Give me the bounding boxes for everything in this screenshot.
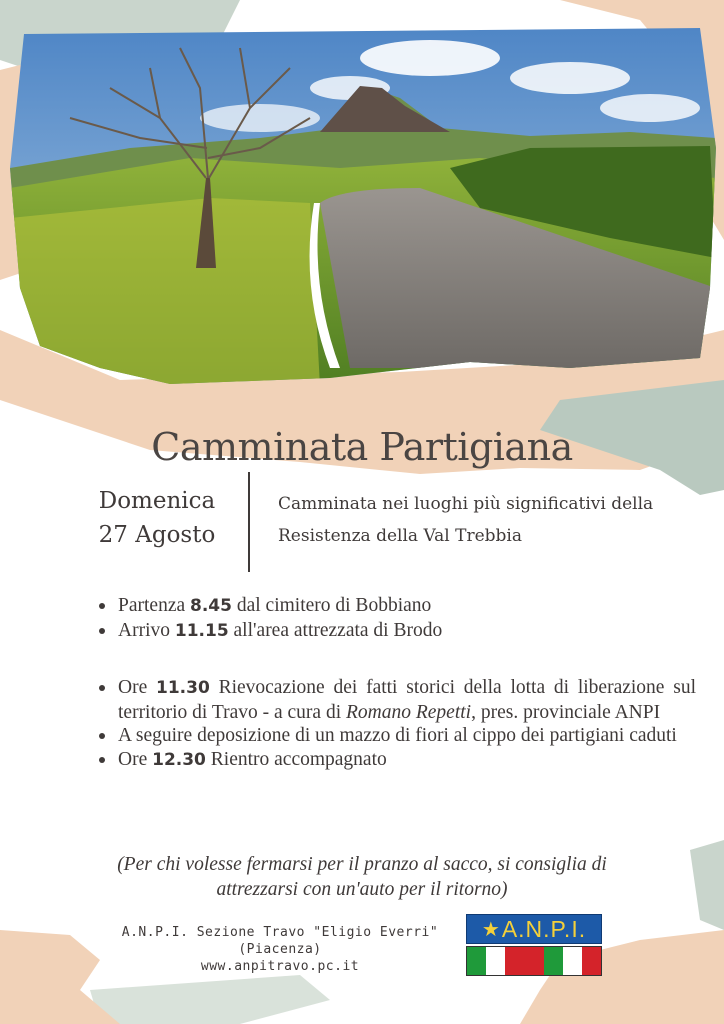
speaker-name: Romano Repetti bbox=[346, 701, 472, 723]
anpi-logo bbox=[466, 914, 602, 976]
schedule-list bbox=[96, 594, 696, 643]
organizer-city: (Piacenza) bbox=[238, 942, 322, 957]
event-date bbox=[82, 484, 232, 552]
time-departure: 8.45 bbox=[190, 596, 232, 616]
time-reenactment: 11.30 bbox=[156, 678, 210, 698]
date-day: Domenica bbox=[98, 488, 216, 514]
organizer-website[interactable]: www.anpitravo.pc.it bbox=[200, 959, 360, 974]
schedule-item-arrival: Arrivo 11.15 all'area attrezzata di Brodo bbox=[96, 619, 696, 644]
schedule-list-2 bbox=[96, 676, 696, 772]
italian-flag-icon bbox=[466, 946, 602, 976]
schedule-item-reenactment: Ore 11.30 Rievocazione dei fatti storici della lotta di liberazione sul territorio di Travo - a cura di Romano Repetti, pres. provinciale ANPI bbox=[96, 676, 696, 724]
anpi-logo-text: A.N.P.I. bbox=[501, 915, 587, 942]
subtitle-line-2: Resistenza della Val Trebbia bbox=[278, 526, 522, 546]
vertical-divider bbox=[248, 472, 250, 572]
schedule-item-flowers: A seguire deposizione di un mazzo di fiori al cippo dei partigiani caduti bbox=[96, 724, 696, 748]
time-return: 12.30 bbox=[152, 749, 206, 770]
star-icon: ★ bbox=[481, 918, 500, 941]
organizer-name: A.N.P.I. Sezione Travo "Eligio Everri" bbox=[121, 925, 439, 940]
lunch-note: (Per chi volesse fermarsi per il pranzo al sacco, si consiglia di attrezzarsi con un'auto per il ritorno) bbox=[117, 854, 607, 900]
event-subtitle bbox=[278, 488, 708, 552]
landscape-photo bbox=[10, 28, 716, 386]
schedule-item-return: Ore 12.30 Rientro accompagnato bbox=[96, 748, 696, 773]
organizer-info bbox=[110, 924, 450, 975]
schedule-item-departure: Partenza 8.45 dal cimitero di Bobbiano bbox=[96, 594, 696, 619]
subtitle-line-1: Camminata nei luoghi più significativi della bbox=[278, 494, 654, 514]
time-arrival: 11.15 bbox=[174, 620, 229, 641]
event-title: Camminata Partigiana bbox=[151, 425, 573, 470]
anpi-logo-banner bbox=[466, 914, 602, 944]
date-month: 27 Agosto bbox=[98, 522, 216, 548]
